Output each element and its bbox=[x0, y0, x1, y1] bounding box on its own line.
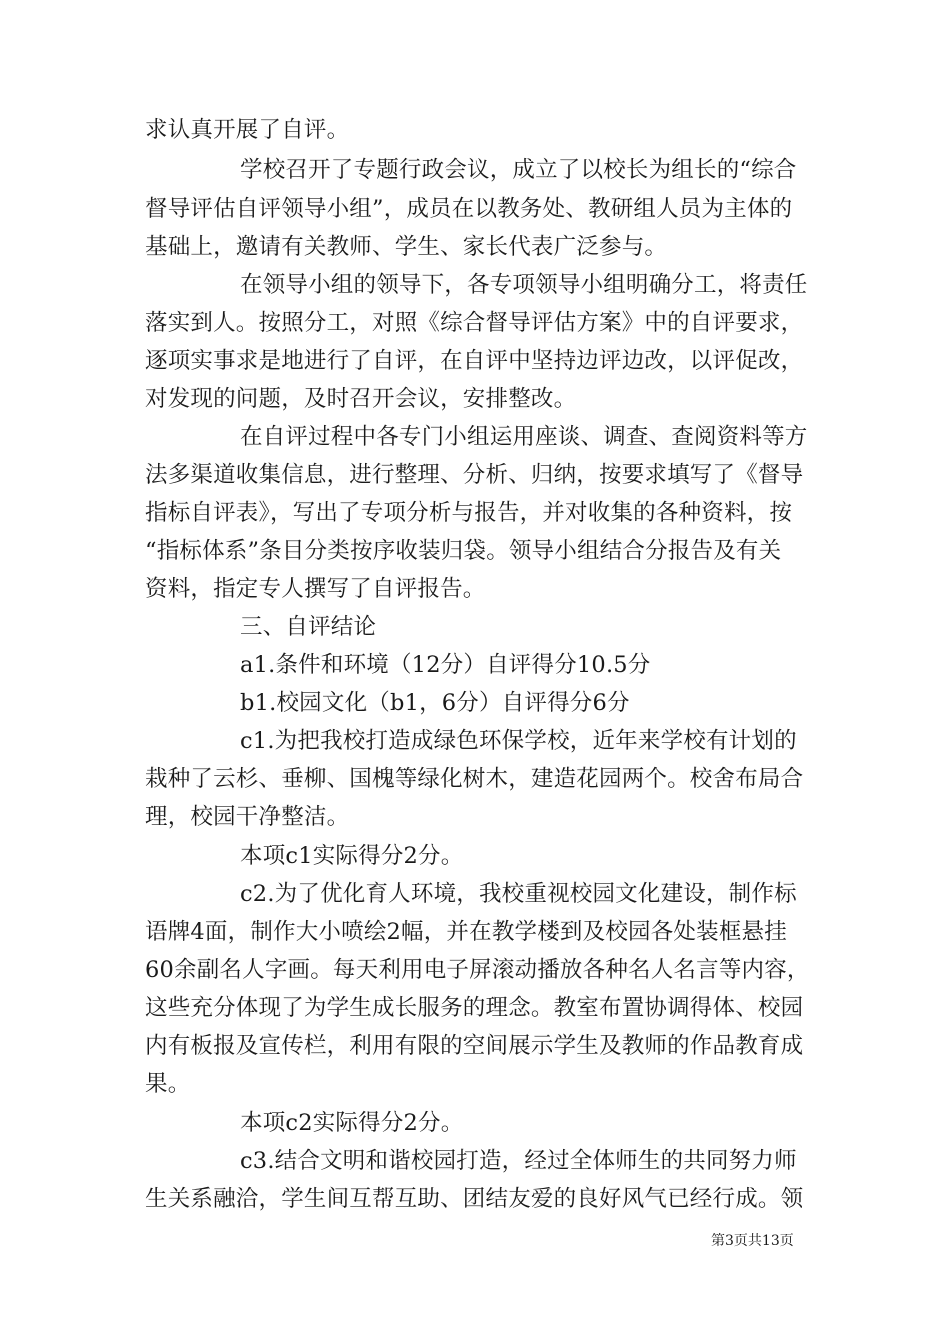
section-heading: 三、自评结论 bbox=[240, 614, 377, 640]
text-line: 求认真开展了自评。 bbox=[145, 117, 350, 143]
text-line: 对发现的问题，及时召开会议，安排整改。 bbox=[145, 386, 577, 412]
text-line: 基础上，邀请有关教师、学生、家长代表广泛参与。 bbox=[145, 234, 668, 260]
text-line: 生关系融洽，学生间互帮互助、团结友爱的良好风气已经行成。领 bbox=[145, 1186, 804, 1212]
text-line: 指标自评表》，写出了专项分析与报告，并对收集的各种资料，按 bbox=[145, 500, 793, 526]
text-line: c3.结合文明和谐校园打造，经过全体师生的共同努力师 bbox=[240, 1148, 797, 1174]
text-line: b1.校园文化（b1，6分）自评得分6分 bbox=[240, 690, 630, 716]
text-line: a1.条件和环境（12分）自评得分10.5分 bbox=[240, 652, 651, 678]
text-line: 本项c1实际得分2分。 bbox=[240, 843, 464, 869]
text-line: 本项c2实际得分2分。 bbox=[240, 1110, 464, 1136]
text-line: 果。 bbox=[145, 1071, 191, 1097]
text-line: 资料，指定专人撰写了自评报告。 bbox=[145, 576, 486, 602]
text-line: 60余副名人字画。每天利用电子屏滚动播放各种名人名言等内容， bbox=[145, 957, 810, 983]
text-line: 在领导小组的领导下，各专项领导小组明确分工，将责任 bbox=[240, 272, 808, 298]
text-line: 法多渠道收集信息，进行整理、分析、归纳，按要求填写了《督导 bbox=[145, 462, 804, 488]
text-line: 在自评过程中各专门小组运用座谈、调查、查阅资料等方 bbox=[240, 424, 808, 450]
text-line: 督导评估自评领导小组”，成员在以教务处、教研组人员为主体的 bbox=[145, 196, 793, 222]
text-line: 理，校园干净整洁。 bbox=[145, 804, 350, 830]
text-line: 栽种了云杉、垂柳、国槐等绿化树木，建造花园两个。校舍布局合 bbox=[145, 766, 804, 792]
text-line: 逐项实事求是地进行了自评，在自评中坚持边评边改，以评促改， bbox=[145, 348, 804, 374]
text-line: 落实到人。按照分工，对照《综合督导评估方案》中的自评要求， bbox=[145, 310, 804, 336]
text-line: c1.为把我校打造成绿色环保学校，近年来学校有计划的 bbox=[240, 728, 797, 754]
text-line: 这些充分体现了为学生成长服务的理念。教室布置协调得体、校园 bbox=[145, 995, 804, 1021]
text-line: 语牌4面，制作大小喷绘2幅，并在教学楼到及校园各处装框悬挂 bbox=[145, 919, 787, 945]
text-line: 学校召开了专题行政会议，成立了以校长为组长的“综合 bbox=[240, 157, 797, 183]
text-line: 内有板报及宣传栏，利用有限的空间展示学生及教师的作品教育成 bbox=[145, 1033, 804, 1059]
text-line: “指标体系”条目分类按序收装归袋。领导小组结合分报告及有关 bbox=[145, 538, 782, 564]
text-line: c2.为了优化育人环境，我校重视校园文化建设，制作标 bbox=[240, 881, 797, 907]
page-number: 第3页共13页 bbox=[711, 1233, 794, 1249]
